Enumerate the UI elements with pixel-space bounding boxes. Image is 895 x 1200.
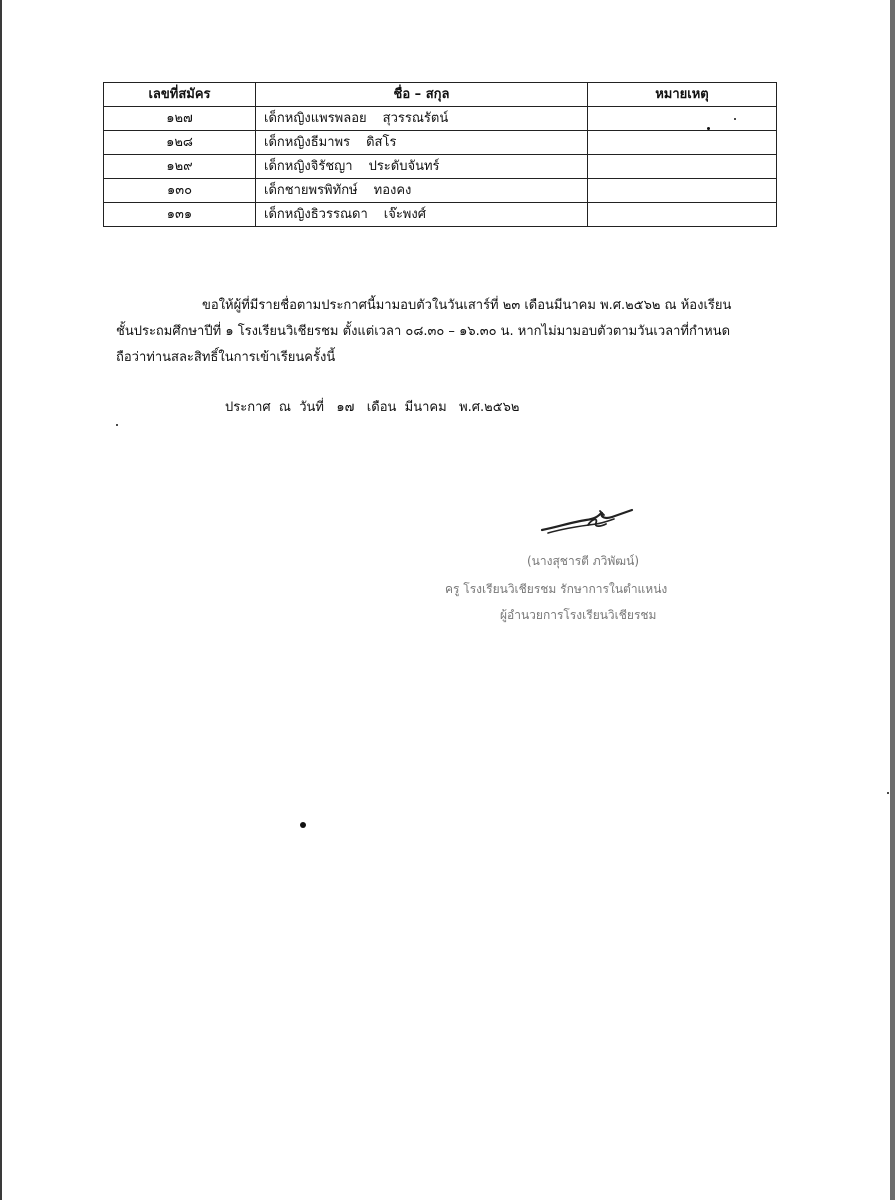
first-name: เด็กหญิงธีมาพร xyxy=(264,135,351,150)
applicant-remarks xyxy=(588,179,777,203)
last-name: สุวรรณรัตน์ xyxy=(382,111,449,126)
applicant-number: ๑๒๙ xyxy=(104,155,256,179)
signer-name: (นางสุชารตี ภวิพัฒน์) xyxy=(527,554,640,568)
announcement-date: ประกาศ ณ วันที่ ๑๗ เดือน มีนาคม พ.ศ.๒๕๖๒ xyxy=(225,400,520,415)
column-header-number: เลขที่สมัคร xyxy=(104,83,256,107)
speck-mark xyxy=(734,118,736,120)
speck-mark xyxy=(116,424,118,426)
signer-title: ครู โรงเรียนวิเชียรชม รักษาการในตำแหน่ง xyxy=(445,582,668,596)
reporting-instructions xyxy=(116,293,780,371)
table-header-row xyxy=(104,83,777,107)
instruction-line-1: ขอให้ผู้ที่มีรายชื่อตามประกาศนี้มามอบตัวในวันเสาร์ที่ ๒๓ เดือนมีนาคม พ.ศ.๒๕๖๒ ณ ห้องเรียน xyxy=(202,298,732,313)
table-row xyxy=(104,179,777,203)
applicant-remarks xyxy=(588,107,777,131)
page-edge-left xyxy=(0,0,2,1200)
applicant-remarks xyxy=(588,203,777,227)
last-name: เจ๊ะพงศ์ xyxy=(383,207,426,222)
first-name: เด็กชายพรพิทักษ์ xyxy=(264,183,358,198)
first-name: เด็กหญิงแพรพลอย xyxy=(264,111,367,126)
last-name: ดิสโร xyxy=(366,135,397,150)
applicant-name xyxy=(256,107,588,131)
first-name: เด็กหญิงธิวรรณดา xyxy=(264,207,368,222)
applicant-number: ๑๒๘ xyxy=(104,131,256,155)
signature xyxy=(540,505,635,540)
applicant-number: ๑๓๑ xyxy=(104,203,256,227)
first-name: เด็กหญิงจิรัชญา xyxy=(264,159,353,174)
applicant-name xyxy=(256,155,588,179)
speck-mark xyxy=(887,792,889,794)
applicant-table xyxy=(103,82,777,227)
table-row xyxy=(104,203,777,227)
speck-mark xyxy=(707,127,710,130)
page-edge-right xyxy=(890,0,895,1200)
instruction-line-3: ถือว่าท่านสละสิทธิ์ในการเข้าเรียนครั้งนี้ xyxy=(116,350,336,365)
table-row xyxy=(104,155,777,179)
column-header-remarks: หมายเหตุ xyxy=(588,83,777,107)
applicant-name xyxy=(256,203,588,227)
table-row xyxy=(104,107,777,131)
applicant-name xyxy=(256,179,588,203)
last-name: ทองคง xyxy=(373,183,412,198)
applicant-remarks xyxy=(588,155,777,179)
applicant-number: ๑๒๗ xyxy=(104,107,256,131)
speck-mark xyxy=(300,822,306,828)
signer-position: ผู้อำนวยการโรงเรียนวิเชียรชม xyxy=(500,608,657,622)
column-header-name: ชื่อ – สกุล xyxy=(256,83,588,107)
instruction-line-2: ชั้นประถมศึกษาปีที่ ๑ โรงเรียนวิเชียรชม ตั้งแต่เวลา ๐๘.๓๐ – ๑๖.๓๐ น. หากไม่มามอบตัวตามวันเวลาที่กำหนด xyxy=(116,324,731,339)
table-row xyxy=(104,131,777,155)
last-name: ประดับจันทร์ xyxy=(368,159,440,174)
applicant-remarks xyxy=(588,131,777,155)
applicant-number: ๑๓๐ xyxy=(104,179,256,203)
applicant-name xyxy=(256,131,588,155)
